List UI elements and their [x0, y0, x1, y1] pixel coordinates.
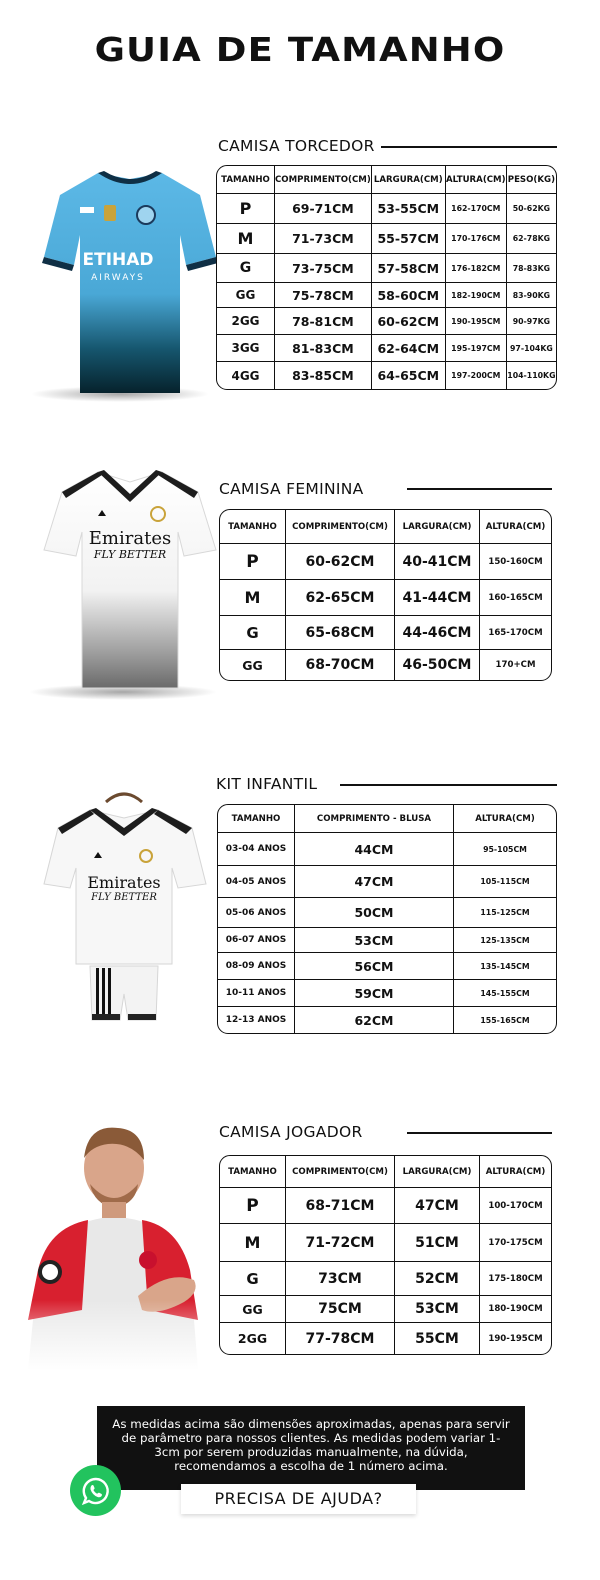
weight-cell: 97-104KG — [507, 335, 556, 362]
column-header: COMPRIMENTO(CM) — [275, 166, 372, 194]
length-cell: 75-78CM — [275, 283, 372, 308]
table-row — [217, 254, 556, 283]
width-cell: 52CM — [395, 1262, 480, 1296]
length-cell: 68-71CM — [286, 1188, 395, 1224]
length-cell: 81-83CM — [275, 335, 372, 362]
length-cell: 73CM — [286, 1262, 395, 1296]
length-cell: 75CM — [286, 1296, 395, 1323]
height-cell: 165-170CM — [480, 616, 551, 650]
size-cell: GG — [220, 650, 286, 680]
age-cell: 08-09 ANOS — [218, 953, 295, 980]
section-title-torcedor: CAMISA TORCEDOR — [218, 137, 375, 155]
shirt-sponsor-line1: ETIHAD — [82, 250, 154, 270]
length-cell: 83-85CM — [275, 362, 372, 389]
height-cell: 180-190CM — [480, 1296, 551, 1323]
size-cell: P — [220, 1188, 286, 1224]
height-cell: 197-200CM — [446, 362, 507, 389]
age-cell: 04-05 ANOS — [218, 866, 295, 898]
weight-cell: 104-110KG — [507, 371, 556, 380]
section-title-infantil: KIT INFANTIL — [216, 775, 318, 793]
player-photo — [18, 1120, 218, 1370]
shirt-sponsor-line2: AIRWAYS — [91, 273, 145, 283]
column-header: COMPRIMENTO(CM) — [286, 1156, 395, 1188]
table-row — [218, 953, 556, 980]
table-row — [220, 1224, 551, 1262]
height-cell: 105-115CM — [454, 866, 556, 898]
length-cell: 71-73CM — [275, 224, 372, 254]
column-header: TAMANHO — [220, 1156, 286, 1188]
white-shirt-image — [42, 466, 218, 694]
height-cell: 190-195CM — [488, 1333, 543, 1344]
shirt-sponsor-line1: Emirates — [87, 873, 161, 892]
weight-cell: 90-97KG — [507, 308, 556, 335]
length-cell: 77-78CM — [286, 1323, 395, 1354]
column-header: ALTURA(CM) — [480, 1156, 551, 1188]
table-row — [217, 224, 556, 254]
height-cell: 170-175CM — [480, 1224, 551, 1262]
width-cell: 55CM — [395, 1323, 480, 1354]
table-row — [220, 544, 551, 580]
length-cell: 47CM — [295, 866, 454, 898]
width-cell: 53CM — [395, 1296, 480, 1323]
column-header: TAMANHO — [218, 805, 295, 833]
table-row — [220, 1323, 551, 1354]
size-table-feminina — [219, 509, 552, 681]
table-row — [217, 335, 556, 362]
weight-cell: 50-62KG — [507, 194, 556, 224]
width-cell: 44-46CM — [395, 616, 480, 650]
length-cell: 78-81CM — [275, 308, 372, 335]
size-cell: 3GG — [217, 335, 275, 362]
length-cell: 59CM — [295, 980, 454, 1007]
height-cell: 155-165CM — [480, 1015, 530, 1025]
height-cell: 135-145CM — [454, 953, 556, 980]
height-cell: 176-182CM — [446, 254, 507, 283]
weight-cell: 78-83KG — [507, 254, 556, 283]
size-cell: P — [217, 194, 275, 224]
length-cell: 44CM — [295, 833, 454, 866]
length-cell: 53CM — [295, 928, 454, 953]
length-cell: 60-62CM — [286, 544, 395, 580]
page-title: GUIA DE TAMANHO — [94, 30, 506, 69]
weight-cell: 62-78KG — [507, 224, 556, 254]
size-cell: G — [220, 1262, 286, 1296]
table-row — [220, 580, 551, 616]
size-table-jogador — [219, 1155, 552, 1355]
whatsapp-button[interactable] — [70, 1465, 121, 1516]
height-cell: 145-155CM — [454, 980, 556, 1007]
length-cell: 69-71CM — [275, 194, 372, 224]
blue-shirt-image — [40, 165, 220, 400]
width-cell: 51CM — [395, 1224, 480, 1262]
table-row — [218, 1007, 556, 1033]
size-cell: 2GG — [217, 308, 275, 335]
table-row — [218, 866, 556, 898]
column-header: TAMANHO — [217, 166, 275, 194]
table-row — [217, 194, 556, 224]
width-cell: 53-55CM — [372, 194, 446, 224]
weight-cell: 83-90KG — [507, 283, 556, 308]
table-row — [220, 1188, 551, 1224]
column-header: PESO(KG) — [507, 166, 556, 194]
length-cell: 68-70CM — [286, 650, 395, 680]
size-cell: 4GG — [217, 362, 275, 389]
width-cell: 55-57CM — [372, 224, 446, 254]
kids-kit-image — [40, 788, 210, 1024]
width-cell: 62-64CM — [372, 335, 446, 362]
column-header: COMPRIMENTO(CM) — [286, 510, 395, 544]
width-cell: 46-50CM — [395, 650, 480, 680]
age-cell: 06-07 ANOS — [218, 928, 295, 953]
column-header: ALTURA(CM) — [480, 510, 551, 544]
table-row — [217, 283, 556, 308]
table-row — [218, 833, 556, 866]
length-cell: 65-68CM — [286, 616, 395, 650]
shirt-sponsor-line1: Emirates — [88, 528, 172, 549]
height-cell: 195-197CM — [446, 335, 507, 362]
height-cell: 170+CM — [495, 660, 536, 670]
length-cell: 62-65CM — [286, 580, 395, 616]
length-cell: 50CM — [295, 898, 454, 928]
width-cell: 40-41CM — [395, 544, 480, 580]
width-cell: 57-58CM — [372, 254, 446, 283]
column-header: ALTURA(CM) — [446, 166, 507, 194]
table-row — [217, 362, 556, 389]
table-row — [220, 616, 551, 650]
length-cell: 56CM — [295, 953, 454, 980]
table-row — [218, 898, 556, 928]
age-cell: 10-11 ANOS — [218, 980, 295, 1007]
size-cell: 2GG — [220, 1323, 286, 1354]
height-cell: 170-176CM — [446, 224, 507, 254]
whatsapp-icon — [81, 1476, 111, 1506]
height-cell: 160-165CM — [480, 580, 551, 616]
help-button[interactable]: PRECISA DE AJUDA? — [181, 1484, 416, 1514]
age-cell: 03-04 ANOS — [218, 833, 295, 866]
size-cell: G — [217, 254, 275, 283]
height-cell: 182-190CM — [446, 283, 507, 308]
section-title-jogador: CAMISA JOGADOR — [219, 1123, 363, 1141]
column-header: TAMANHO — [220, 510, 286, 544]
age-cell: 12-13 ANOS — [218, 1007, 295, 1033]
height-cell: 162-170CM — [446, 194, 507, 224]
height-cell: 175-180CM — [480, 1262, 551, 1296]
height-cell: 125-135CM — [454, 928, 556, 953]
length-cell: 73-75CM — [275, 254, 372, 283]
size-cell: M — [220, 580, 286, 616]
height-cell: 100-170CM — [480, 1188, 551, 1224]
age-cell: 05-06 ANOS — [218, 898, 295, 928]
size-table-infantil — [217, 804, 557, 1034]
disclaimer-notice: As medidas acima são dimensões aproximadas, apenas para servir de parâmetro para nossos clientes. As medidas podem variar 1-3cm por serem produzidas manualmente, na dúvida, recomendamos a escolha de 1 número acima. — [97, 1406, 525, 1490]
table-row — [217, 308, 556, 335]
shirt-sponsor-line2: FLY BETTER — [91, 892, 157, 903]
width-cell: 41-44CM — [395, 580, 480, 616]
height-cell: 150-160CM — [480, 544, 551, 580]
size-cell: M — [220, 1224, 286, 1262]
size-cell: GG — [217, 283, 275, 308]
table-row — [218, 980, 556, 1007]
size-table-torcedor — [216, 165, 557, 390]
column-header: LARGURA(CM) — [395, 510, 480, 544]
width-cell: 64-65CM — [372, 362, 446, 389]
column-header: LARGURA(CM) — [395, 1156, 480, 1188]
size-cell: GG — [220, 1296, 286, 1323]
size-cell: M — [217, 224, 275, 254]
column-header: COMPRIMENTO - BLUSA — [295, 805, 454, 833]
column-header: ALTURA(CM) — [454, 805, 556, 833]
column-header: LARGURA(CM) — [372, 166, 446, 194]
height-cell: 190-195CM — [446, 308, 507, 335]
length-cell: 71-72CM — [286, 1224, 395, 1262]
height-cell: 95-105CM — [454, 833, 556, 866]
width-cell: 47CM — [395, 1188, 480, 1224]
table-row — [218, 928, 556, 953]
size-cell: G — [220, 616, 286, 650]
table-row — [220, 650, 551, 680]
table-row — [220, 1296, 551, 1323]
size-cell: P — [220, 544, 286, 580]
width-cell: 58-60CM — [372, 283, 446, 308]
shirt-sponsor-line2: FLY BETTER — [93, 548, 167, 561]
height-cell: 115-125CM — [454, 898, 556, 928]
section-title-feminina: CAMISA FEMININA — [219, 480, 364, 498]
width-cell: 60-62CM — [372, 308, 446, 335]
table-row — [220, 1262, 551, 1296]
length-cell: 62CM — [295, 1007, 454, 1033]
